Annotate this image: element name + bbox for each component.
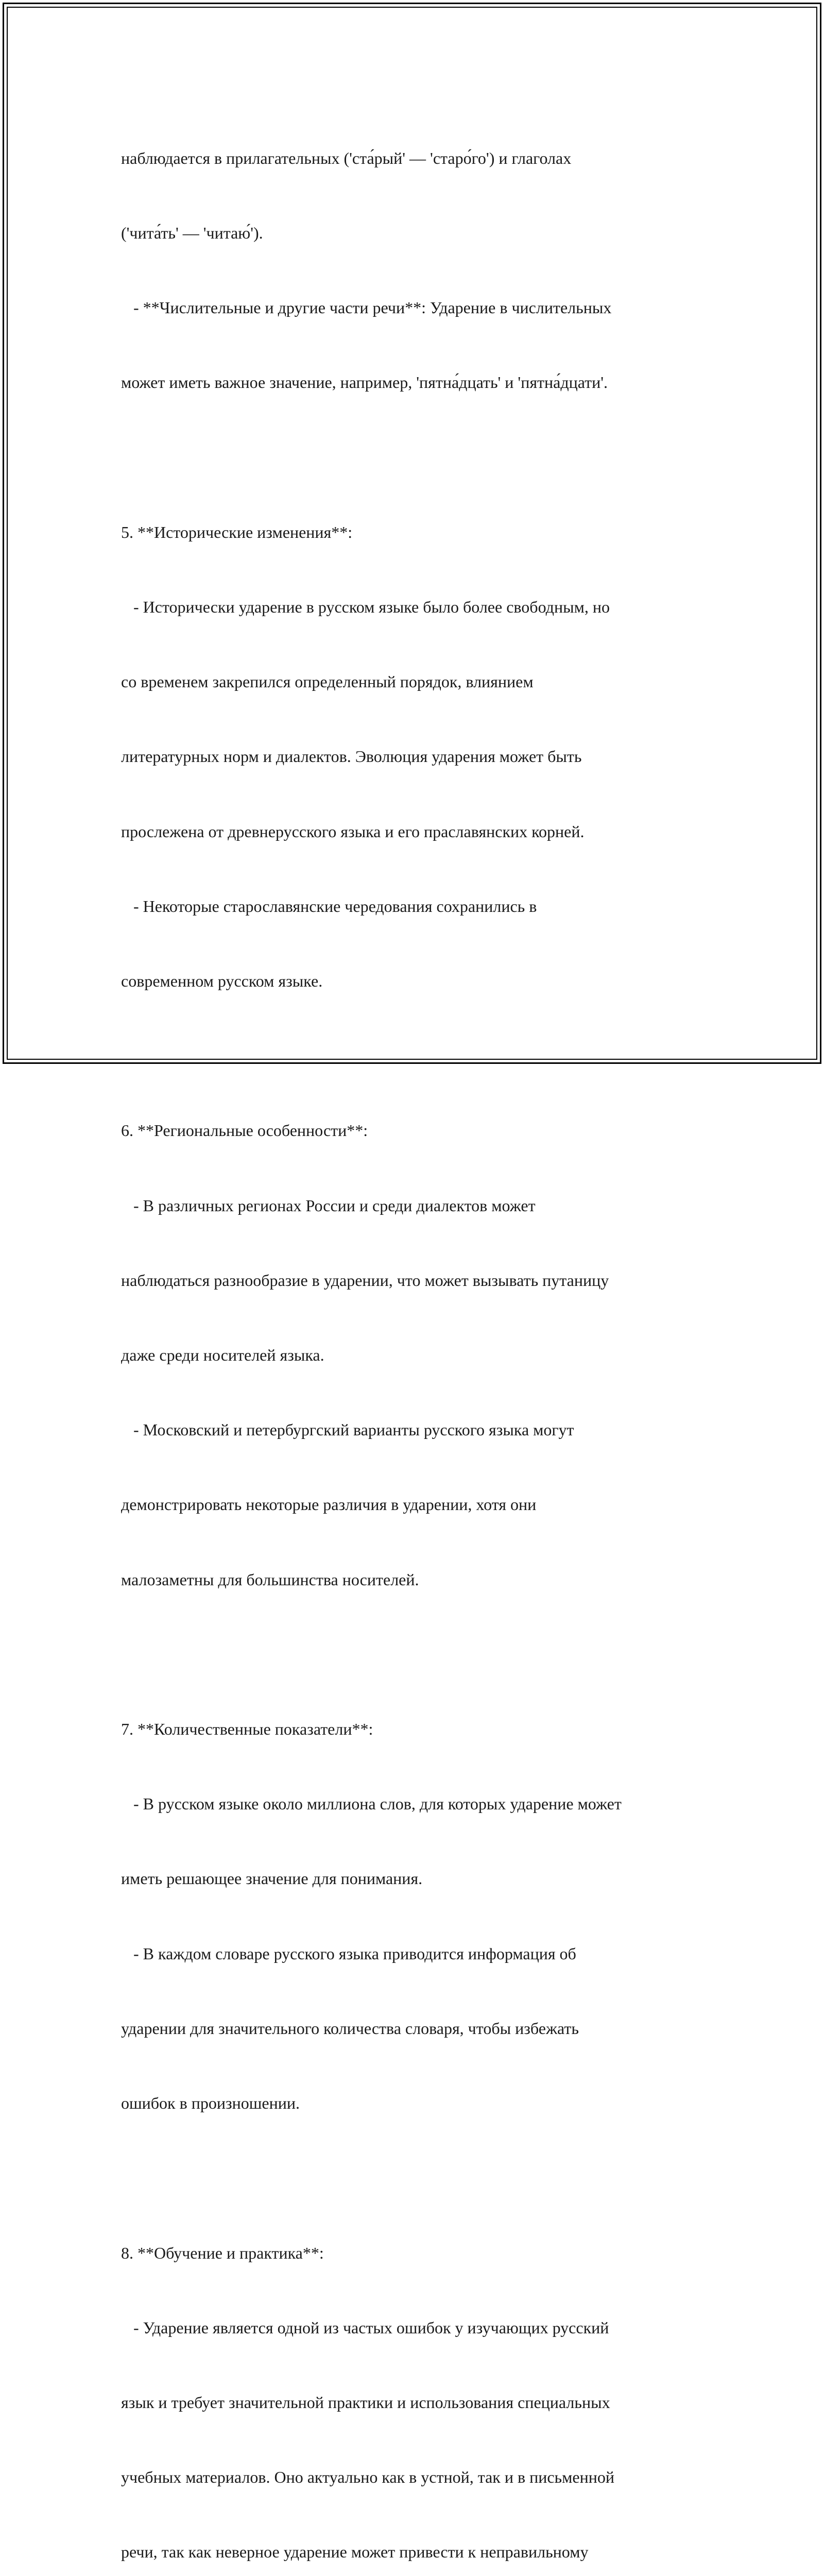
text-line: ударении для значительного количества словаря, чтобы избежать (121, 2019, 579, 2038)
blank-line (121, 2165, 713, 2190)
section-heading-5: 5. **Исторические изменения**: (121, 522, 353, 541)
text-line: наблюдаться разнообразие в ударении, что может вызывать путаницу (121, 1270, 609, 1290)
text-line: - Некоторые старославянские чередования сохранились в (121, 896, 537, 916)
text-line: демонстрировать некоторые различия в ударении, хотя они (121, 1495, 537, 1514)
text-line: - В каждом словаре русского языка приводится информация об (121, 1944, 576, 1963)
text-line: современном русском языке. (121, 972, 323, 991)
blank-line (121, 445, 713, 470)
text-line: язык и требует значительной практики и использования специальных (121, 2393, 610, 2412)
text-line: иметь решающее значение для понимания. (121, 1869, 423, 1888)
text-line: может иметь важное значение, например, 'пятна́дцать' и 'пятна́дцати'. (121, 373, 608, 392)
text-line: - **Числительные и другие части речи**: Ударение в числительных (121, 298, 612, 317)
text-line: прослежена от древнерусского языка и его праславянских корней. (121, 822, 585, 841)
text-line: - Исторически ударение в русском языке было более свободным, но (121, 598, 610, 617)
section-heading-7: 7. **Количественные показатели**: (121, 1720, 373, 1739)
text-line: со временем закрепился определенный порядок, влиянием (121, 672, 534, 691)
blank-line (121, 1642, 713, 1667)
text-line: ('чита́ть' — 'читаю́'). (121, 224, 263, 243)
text-line: - В русском языке около миллиона слов, для которых ударение может (121, 1794, 622, 1814)
text-line: - Ударение является одной из частых ошибок у изучающих русский (121, 2318, 609, 2337)
text-line: - В различных регионах России и среди диалектов может (121, 1196, 536, 1215)
section-heading-6: 6. **Региональные особенности**: (121, 1121, 368, 1140)
text-line: учебных материалов. Оно актуально как в устной, так и в письменной (121, 2468, 614, 2487)
text-line: - Московский и петербургский варианты русского языка могут (121, 1420, 574, 1439)
text-line: речи, так как неверное ударение может привести к неправильному (121, 2543, 589, 2562)
document-body (121, 96, 713, 2576)
text-line: литературных норм и диалектов. Эволюция ударения может быть (121, 747, 582, 766)
section-heading-8: 8. **Обучение и практика**: (121, 2243, 324, 2262)
text-line: даже среди носителей языка. (121, 1346, 324, 1365)
text-line: ошибок в произношении. (121, 2094, 300, 2113)
text-line: малозаметны для большинства носителей. (121, 1570, 419, 1589)
text-line: наблюдается в прилагательных ('ста́рый' — 'старо́го') и глаголах (121, 148, 572, 167)
blank-line (121, 1043, 713, 1068)
